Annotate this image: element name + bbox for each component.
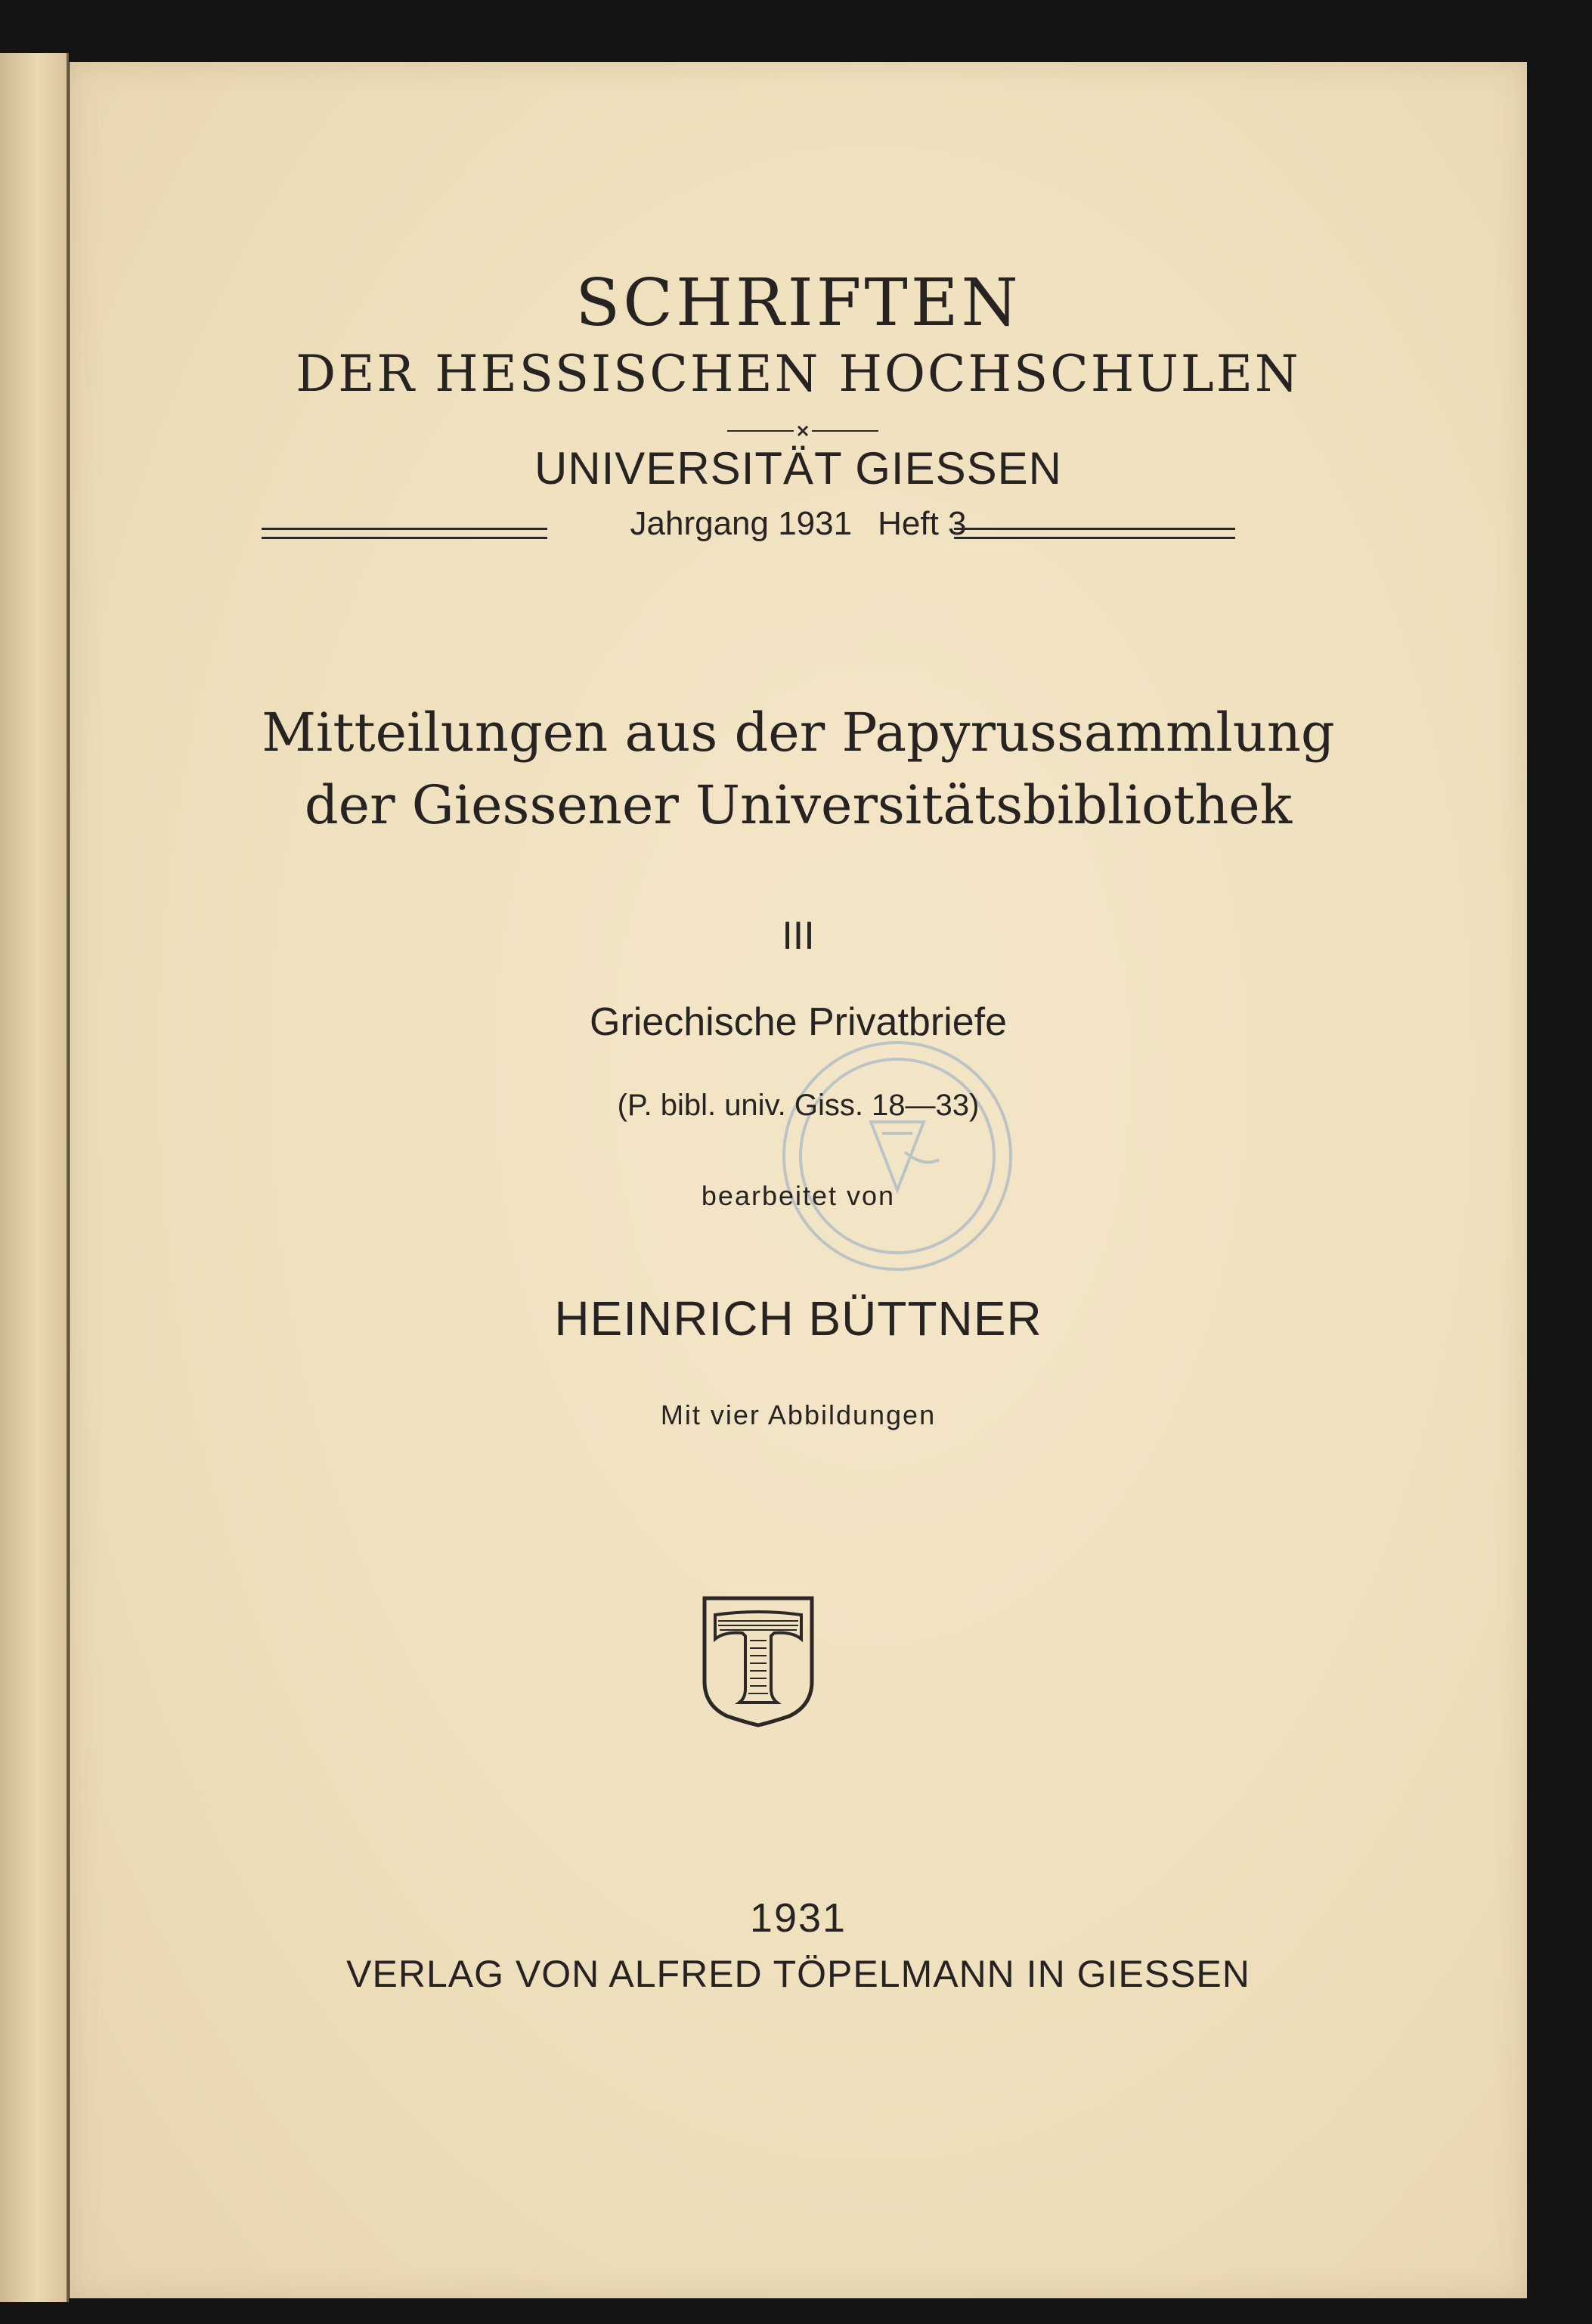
series-title: SCHRIFTEN (575, 265, 1021, 341)
title-line-1: Mitteilungen aus der Papyrussammlung (262, 702, 1335, 764)
edited-by-label: bearbeitet von (701, 1180, 896, 1211)
publisher-imprint: VERLAG VON ALFRED TÖPELMANN IN GIESSEN (346, 1953, 1250, 1995)
collection-reference: (P. bibl. univ. Giss. 18—33) (617, 1089, 980, 1122)
series-subtitle: DER HESSISCHEN HOCHSCHULEN (296, 345, 1301, 403)
illustrations-note: Mit vier Abbildungen (660, 1399, 937, 1430)
library-stamp-icon (720, 1016, 1075, 1296)
double-rule-right (954, 528, 1235, 539)
jahrgang-label: Jahrgang 1931 (630, 505, 853, 542)
publisher-t-shield-icon (698, 1592, 818, 1728)
issue-line (70, 505, 1527, 566)
title-page (70, 62, 1527, 2298)
publication-year: 1931 (749, 1895, 847, 1941)
title-line-2: der Giessener Universitätsbibliothek (304, 774, 1293, 836)
author-name: HEINRICH BÜTTNER (554, 1291, 1042, 1346)
issue-info (70, 505, 1527, 543)
volume-number: III (782, 914, 815, 958)
previous-page-edge (0, 53, 69, 2302)
book-subtitle: Griechische Privatbriefe (590, 1000, 1007, 1044)
cross-divider-icon (70, 420, 1527, 442)
heft-label: Heft 3 (878, 505, 967, 542)
university-name: UNIVERSITÄT GIESSEN (534, 443, 1063, 494)
